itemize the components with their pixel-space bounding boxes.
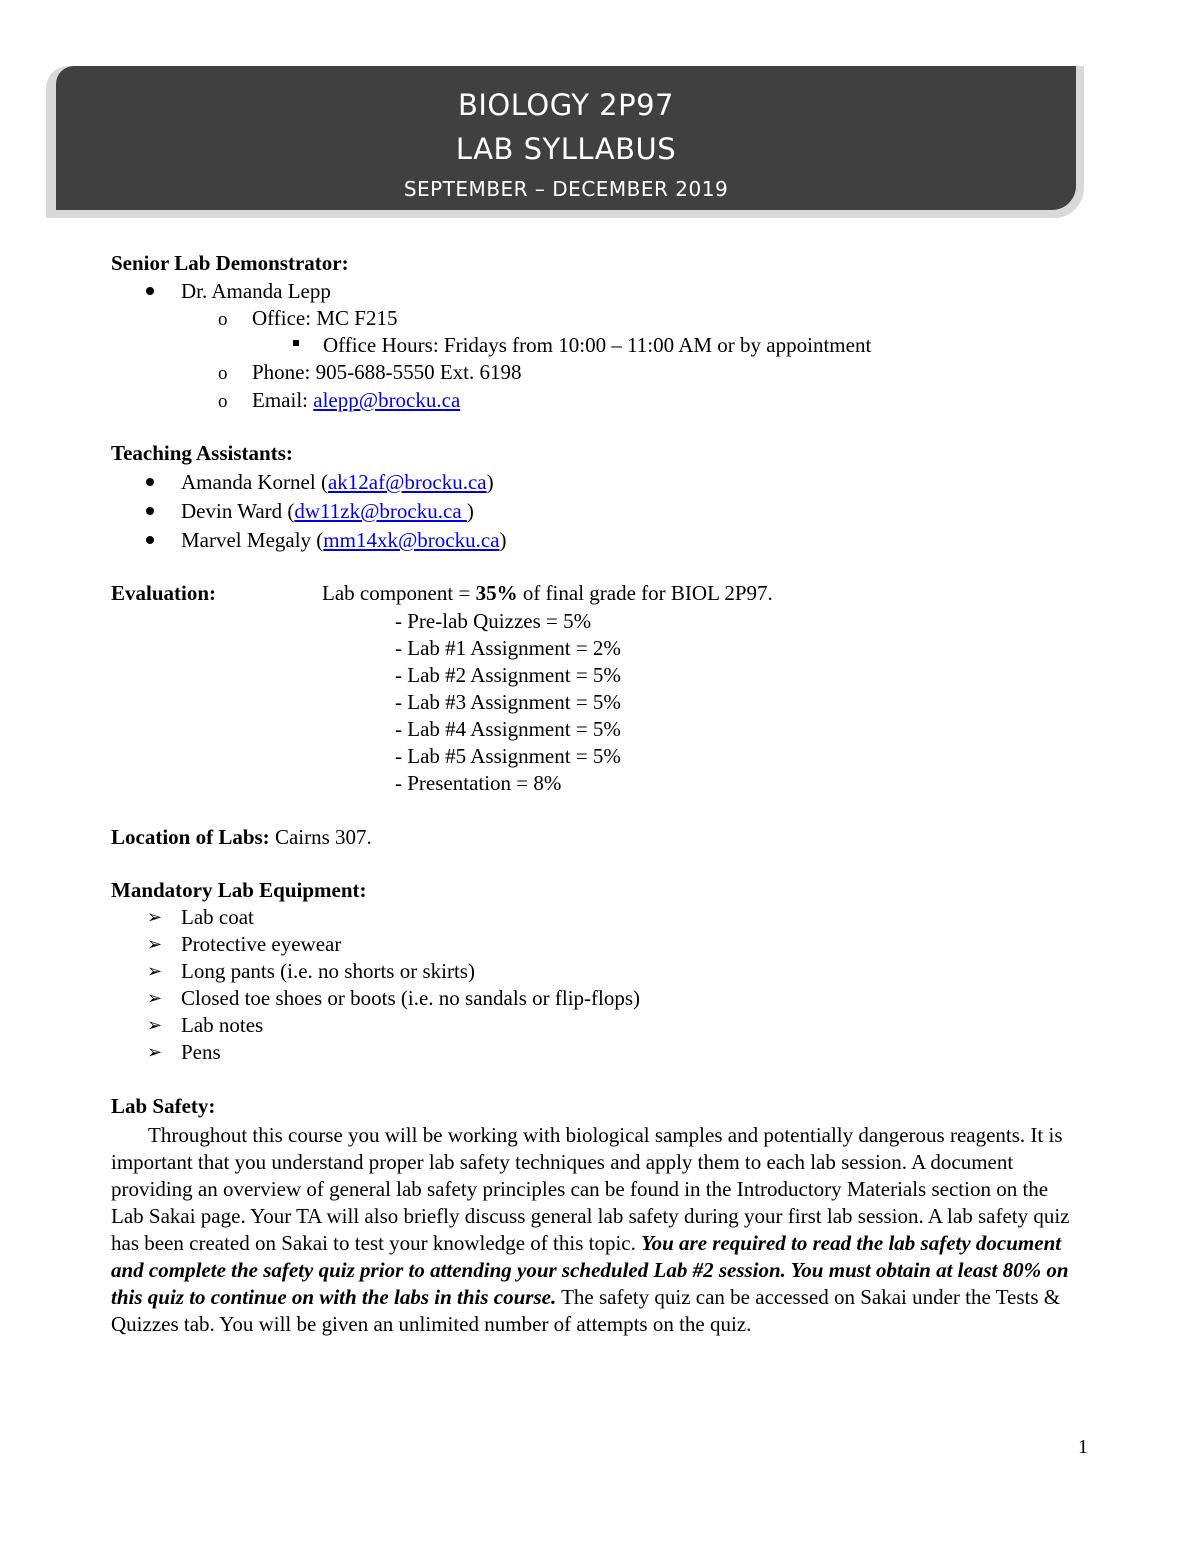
equipment-item: Lab coat <box>181 905 254 929</box>
evaluation-item: - Lab #1 Assignment = 2% <box>395 636 621 660</box>
ta-email-link[interactable]: ak12af@brocku.ca <box>327 470 487 494</box>
ta-item <box>181 530 507 551</box>
email-row <box>252 390 460 411</box>
demonstrator-email-link[interactable]: alepp@brocku.ca <box>313 388 461 412</box>
ta-name: Marvel Megaly ( <box>181 528 324 552</box>
evaluation-weight: 35% <box>475 581 518 605</box>
document-title: LAB SYLLABUS <box>455 132 677 166</box>
arrow-bullet-icon: ➢ <box>147 961 163 982</box>
equipment-item: Closed toe shoes or boots (i.e. no sandals or flip-flops) <box>181 986 641 1010</box>
circle-bullet-icon: o <box>218 363 228 384</box>
arrow-bullet-icon: ➢ <box>147 1042 163 1063</box>
evaluation-heading: Evaluation: <box>111 581 217 605</box>
lab-safety-paragraph <box>111 1122 1081 1338</box>
arrow-bullet-icon: ➢ <box>147 934 163 955</box>
demonstrator-name: Dr. Amanda Lepp <box>181 279 331 303</box>
circle-bullet-icon: o <box>218 391 228 412</box>
equipment-item: Protective eyewear <box>181 932 342 956</box>
ta-email-link[interactable]: mm14xk@brocku.ca <box>323 528 500 552</box>
evaluation-intro-text: Lab component = <box>322 581 476 605</box>
ta-item <box>181 472 494 493</box>
bullet-icon <box>146 287 154 295</box>
location-value: Cairns 307. <box>269 825 372 849</box>
lab-safety-heading: Lab Safety: <box>111 1094 216 1118</box>
office-location: Office: MC F215 <box>252 306 398 330</box>
office-hours: Office Hours: Fridays from 10:00 – 11:00 AM or by appointment <box>323 333 872 357</box>
evaluation-item: - Lab #2 Assignment = 5% <box>395 663 621 687</box>
location-row <box>111 827 372 848</box>
equipment-heading: Mandatory Lab Equipment: <box>111 878 367 902</box>
evaluation-item: - Lab #4 Assignment = 5% <box>395 717 621 741</box>
evaluation-item: - Presentation = 8% <box>395 771 562 795</box>
evaluation-item: - Lab #5 Assignment = 5% <box>395 744 621 768</box>
ta-item <box>181 501 474 522</box>
arrow-bullet-icon: ➢ <box>147 988 163 1009</box>
bullet-icon <box>146 536 154 544</box>
arrow-bullet-icon: ➢ <box>147 907 163 928</box>
safety-text: The safety quiz can be accessed on Sakai under the Tests & Quizzes tab. You will be given an unlimited number of attempts on the quiz. <box>111 1285 1061 1336</box>
header-banner <box>56 66 1076 210</box>
senior-lab-heading: Senior Lab Demonstrator: <box>111 251 349 275</box>
safety-text: Throughout this course you will be working with biological samples and potentially dangerous reagents. It is important that you understand proper lab safety techniques and apply them to each lab session. A document providing an overview of general lab safety principles can be found in the Introductory Materials section on the Lab Sakai page. Your TA will also briefly discuss general lab safety during your first lab session. A lab safety quiz has been created on Sakai to test your knowledge of this topic. <box>111 1123 1070 1255</box>
safety-requirement: You are required to read the lab safety document and complete the safety quiz prior to attending your scheduled Lab #2 session. You must obtain at least 80% on this quiz to continue on with the labs in this course. <box>111 1231 1069 1309</box>
ta-paren: ) <box>486 470 494 494</box>
evaluation-intro <box>322 583 773 604</box>
evaluation-item: - Pre-lab Quizzes = 5% <box>395 609 592 633</box>
arrow-bullet-icon: ➢ <box>147 1015 163 1036</box>
evaluation-item: - Lab #3 Assignment = 5% <box>395 690 621 714</box>
teaching-assistants-heading: Teaching Assistants: <box>111 441 293 465</box>
ta-email-link[interactable]: dw11zk@brocku.ca <box>294 499 467 523</box>
ta-paren: ) <box>466 499 474 523</box>
equipment-item: Long pants (i.e. no shorts or skirts) <box>181 959 475 983</box>
bullet-icon <box>146 507 154 515</box>
bullet-icon <box>146 478 154 486</box>
location-heading: Location of Labs: <box>111 825 270 849</box>
equipment-item: Pens <box>181 1040 221 1064</box>
ta-name: Devin Ward ( <box>181 499 295 523</box>
email-label: Email: <box>252 388 314 412</box>
circle-bullet-icon: o <box>218 309 228 330</box>
phone-number: Phone: 905-688-5550 Ext. 6198 <box>252 360 522 384</box>
ta-paren: ) <box>499 528 507 552</box>
term-dates: SEPTEMBER – DECEMBER 2019 <box>403 177 729 201</box>
page-number: 1 <box>1078 1436 1088 1458</box>
course-title: BIOLOGY 2P97 <box>457 88 675 122</box>
evaluation-intro-text: of final grade for BIOL 2P97. <box>517 581 773 605</box>
square-bullet-icon <box>293 340 299 346</box>
equipment-item: Lab notes <box>181 1013 264 1037</box>
ta-name: Amanda Kornel ( <box>181 470 328 494</box>
